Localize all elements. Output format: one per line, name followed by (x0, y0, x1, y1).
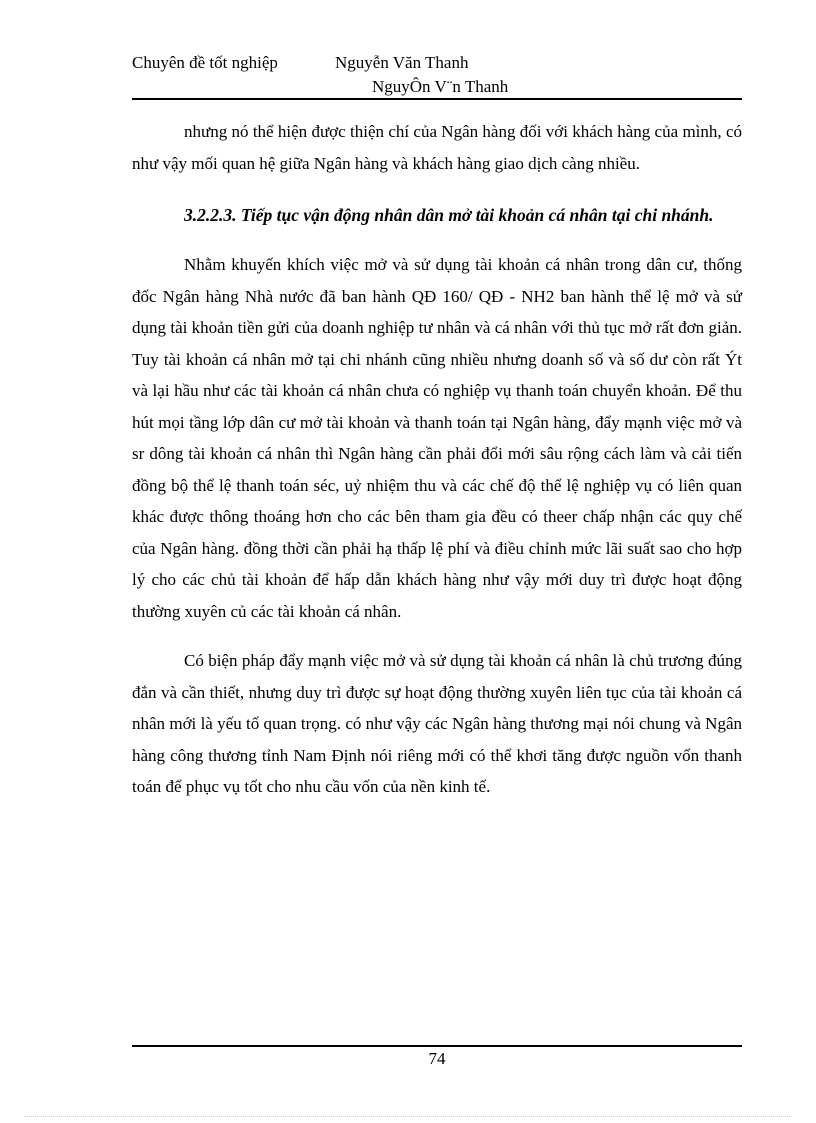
page-number: 74 (428, 1049, 446, 1068)
course-title: Chuyên đề tốt nghiệp (132, 53, 278, 72)
author-name: Nguyễn Văn Thanh (335, 53, 469, 72)
author-name-garbled: NguyÔn V¨n Thanh (372, 77, 509, 96)
header-divider (132, 98, 742, 100)
document-body (132, 116, 742, 803)
paragraph-continued: nhưng nó thể hiện được thiện chí của Ngân hàng đối với khách hàng của mình, có như vậy mối quan hệ giữa Ngân hàng và khách hàng giao dịch càng nhiều. (132, 122, 742, 173)
section-heading: 3.2.2.3. Tiếp tục vận động nhân dân mở tài khoản cá nhân tại chi nhánh. (184, 205, 714, 225)
paragraph: Có biện pháp đẩy mạnh việc mở và sử dụng tài khoản cá nhân là chủ trương đúng đắn và cần thiết, nhưng duy trì được sự hoạt động thường xuyên liên tục của tài khoản cá nhân mới là yếu tố quan trọng. có như vậy các Ngân hàng thương mại nói chung và Ngân hàng công thương tỉnh Nam Định nói riêng mới có thể khơi tăng được nguồn vốn thanh toán để phục vụ tốt cho nhu cầu vốn của nền kinh tế. (132, 651, 742, 796)
paragraph: Nhằm khuyến khích việc mở và sử dụng tài khoản cá nhân trong dân cư, thống đốc Ngân hàng Nhà nước đã ban hành QĐ 160/ QĐ - NH2 ban hành thể lệ mở và sử dụng tài khoản tiền gửi của doanh nghiệp tư nhân và cá nhân với thủ tục mở rất đơn giản. Tuy tài khoản cá nhân mở tại chi nhánh cũng nhiều nhưng doanh số và số dư còn rất Ýt và lại hầu như các tài khoản cá nhân chưa có nghiệp vụ thanh toán chuyển khoản. Để thu hút mọi tầng lớp dân cư mở tài khoản và thanh toán tại Ngân hàng, đẩy mạnh việc mở và sr dông tài khoản cá nhân thì Ngân hàng cần phải đổi mới sâu rộng cách làm và cải tiến đồng bộ thể lệ thanh toán séc, uỷ nhiệm thu và các chế độ thể lệ nghiệp vụ có liên quan khác được thông thoáng hơn cho các bên tham gia đều có theer chấp nhận các quy chế của Ngân hàng. đồng thời cần phải hạ thấp lệ phí và điều chỉnh mức lãi suất sao cho hợp lý cho các chủ tài khoản để hấp dẫn khách hàng như vậy mới duy trì được hoạt động thường xuyên củ các tài khoản cá nhân. (132, 255, 742, 621)
page-edge (24, 1116, 792, 1117)
footer-divider (132, 1045, 742, 1047)
paragraph-gap (132, 627, 742, 645)
